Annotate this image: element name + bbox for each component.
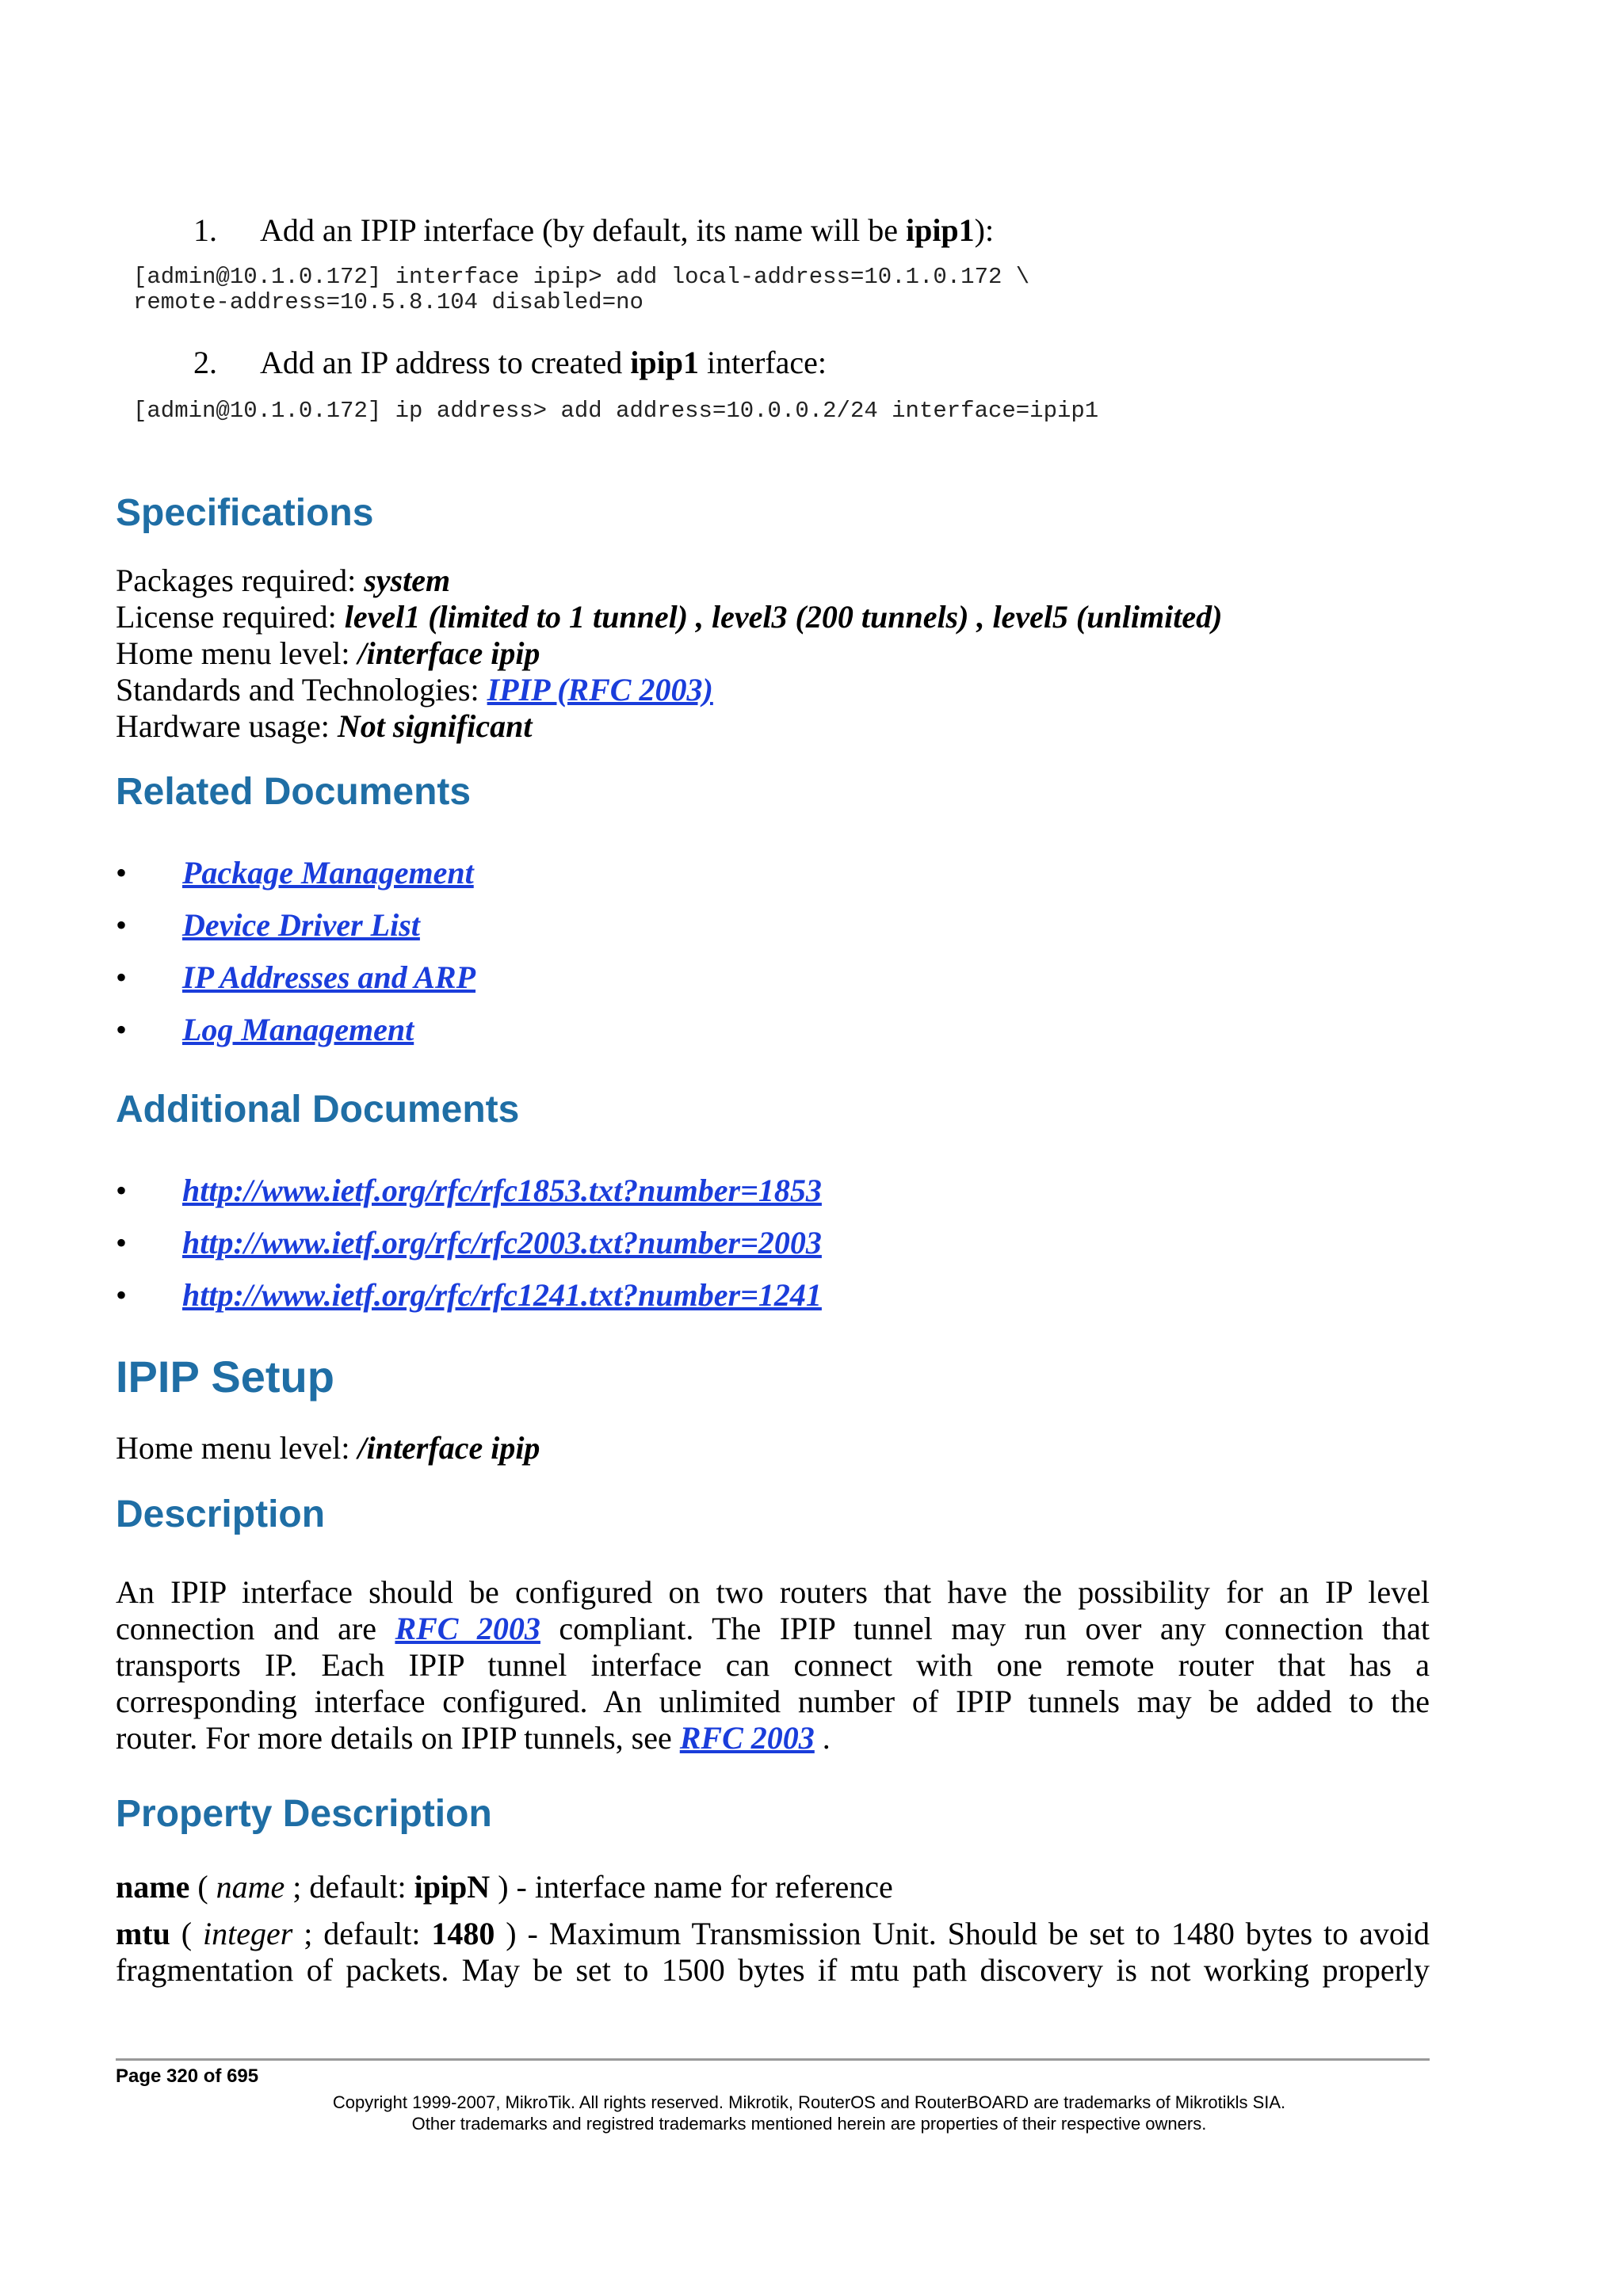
setup-menu-level: Home menu level: /interface ipip: [116, 1430, 540, 1466]
step-text: Add an IP address to created: [260, 345, 631, 380]
list-item: [116, 1224, 822, 1262]
spec-hardware: Hardware usage: Not significant: [116, 708, 533, 744]
related-link-package-management[interactable]: Package Management: [182, 855, 474, 891]
interface-name: ipip1: [905, 212, 975, 248]
related-link-device-driver-list[interactable]: Device Driver List: [182, 907, 420, 943]
rfc-2003-inline-link[interactable]: RFC 2003: [395, 1611, 540, 1646]
list-item: [116, 1276, 822, 1314]
property-default: 1480: [431, 1916, 495, 1951]
spec-menu-level: Home menu level: /interface ipip: [116, 635, 540, 671]
property-default: ipipN: [414, 1869, 491, 1905]
rfc1241-link[interactable]: http://www.ietf.org/rfc/rfc1241.txt?number=1241: [182, 1277, 822, 1313]
property-key: name: [116, 1869, 190, 1905]
related-link-ip-addresses[interactable]: IP Addresses and ARP: [182, 959, 476, 995]
description-heading: Description: [116, 1493, 326, 1535]
bullet-icon: •: [116, 855, 128, 891]
property-description-heading: Property Description: [116, 1793, 492, 1835]
page-number: Page 320 of 695: [116, 2065, 259, 2087]
step-number: 1.: [193, 212, 217, 248]
code-line: [admin@10.1.0.172] ip address> add address=10.0.0.2/24 interface=ipip1: [133, 398, 1099, 424]
bullet-icon: •: [116, 1012, 128, 1047]
step-number: 2.: [193, 345, 217, 380]
copyright-line-2: Other trademarks and registred trademarks mentioned herein are properties of their respective owners.: [411, 2114, 1207, 2134]
interface-name: ipip1: [630, 345, 699, 380]
step-1: 1. Add an IPIP interface (by default, its name will be ipip1):: [193, 212, 995, 248]
specifications-heading: Specifications: [116, 492, 374, 534]
rfc2003-link[interactable]: http://www.ietf.org/rfc/rfc2003.txt?number=2003: [182, 1225, 822, 1261]
spec-packages: Packages required: system: [116, 563, 451, 598]
rfc-2003-inline-link[interactable]: RFC 2003: [679, 1720, 815, 1756]
bullet-icon: •: [116, 1173, 128, 1208]
ipip-setup-heading: IPIP Setup: [116, 1352, 334, 1402]
code-line: remote-address=10.5.8.104 disabled=no: [133, 289, 643, 315]
spec-standards: Standards and Technologies: IPIP (RFC 2003): [116, 672, 713, 707]
description-paragraph: An IPIP interface should be configured on two routers that have the possibility for an IP level connection and are RFC 2003 compliant. The IPIP tunnel may run over any connection that transports IP. Each IPIP tunnel interface can connect with one remote router that has a corresponding interface configured. An unlimited number of IPIP tunnels may be added to the router. For more details on IPIP tunnels, see RFC 2003 .: [116, 1574, 1430, 1756]
bullet-icon: •: [116, 959, 128, 995]
step-text: Add an IPIP interface (by default, its name will be: [260, 212, 906, 248]
footer-divider: [116, 2058, 1430, 2061]
rfc1853-link[interactable]: http://www.ietf.org/rfc/rfc1853.txt?number=1853: [182, 1173, 822, 1208]
step-2: 2. Add an IP address to created ipip1 interface:: [193, 345, 827, 380]
list-item: [116, 906, 420, 944]
code-block-2: [133, 399, 1098, 424]
bullet-icon: •: [116, 1277, 128, 1313]
list-item: [116, 854, 474, 892]
list-item: [116, 959, 475, 997]
property-type: integer: [203, 1916, 293, 1951]
property-name: name ( name ; default: ipipN ) - interface name for reference: [116, 1869, 893, 1905]
property-key: mtu: [116, 1916, 170, 1951]
list-item: [116, 1172, 822, 1210]
bullet-icon: •: [116, 907, 128, 943]
property-type: name: [216, 1869, 285, 1905]
list-item: [116, 1011, 414, 1049]
code-line: [admin@10.1.0.172] interface ipip> add local-address=10.1.0.172 \: [133, 264, 1030, 290]
related-link-log-management[interactable]: Log Management: [182, 1012, 414, 1047]
spec-license: License required: level1 (limited to 1 tunnel) , level3 (200 tunnels) , level5 (unlimited): [116, 599, 1223, 635]
rfc-2003-link[interactable]: IPIP (RFC 2003): [487, 672, 713, 707]
code-block-1: [133, 265, 1029, 315]
bullet-icon: •: [116, 1225, 128, 1261]
property-mtu: mtu ( integer ; default: 1480 ) - Maximum Transmission Unit. Should be set to 1480 bytes to avoid fragmentation of packets. May be set to 1500 bytes if mtu path discovery is not working properly: [116, 1916, 1430, 1988]
copyright-line-1: Copyright 1999-2007, MikroTik. All rights reserved. Mikrotik, RouterOS and RouterBOARD are trademarks of Mikrotikls SIA.: [332, 2092, 1286, 2112]
additional-documents-heading: Additional Documents: [116, 1089, 520, 1131]
related-documents-heading: Related Documents: [116, 771, 472, 813]
